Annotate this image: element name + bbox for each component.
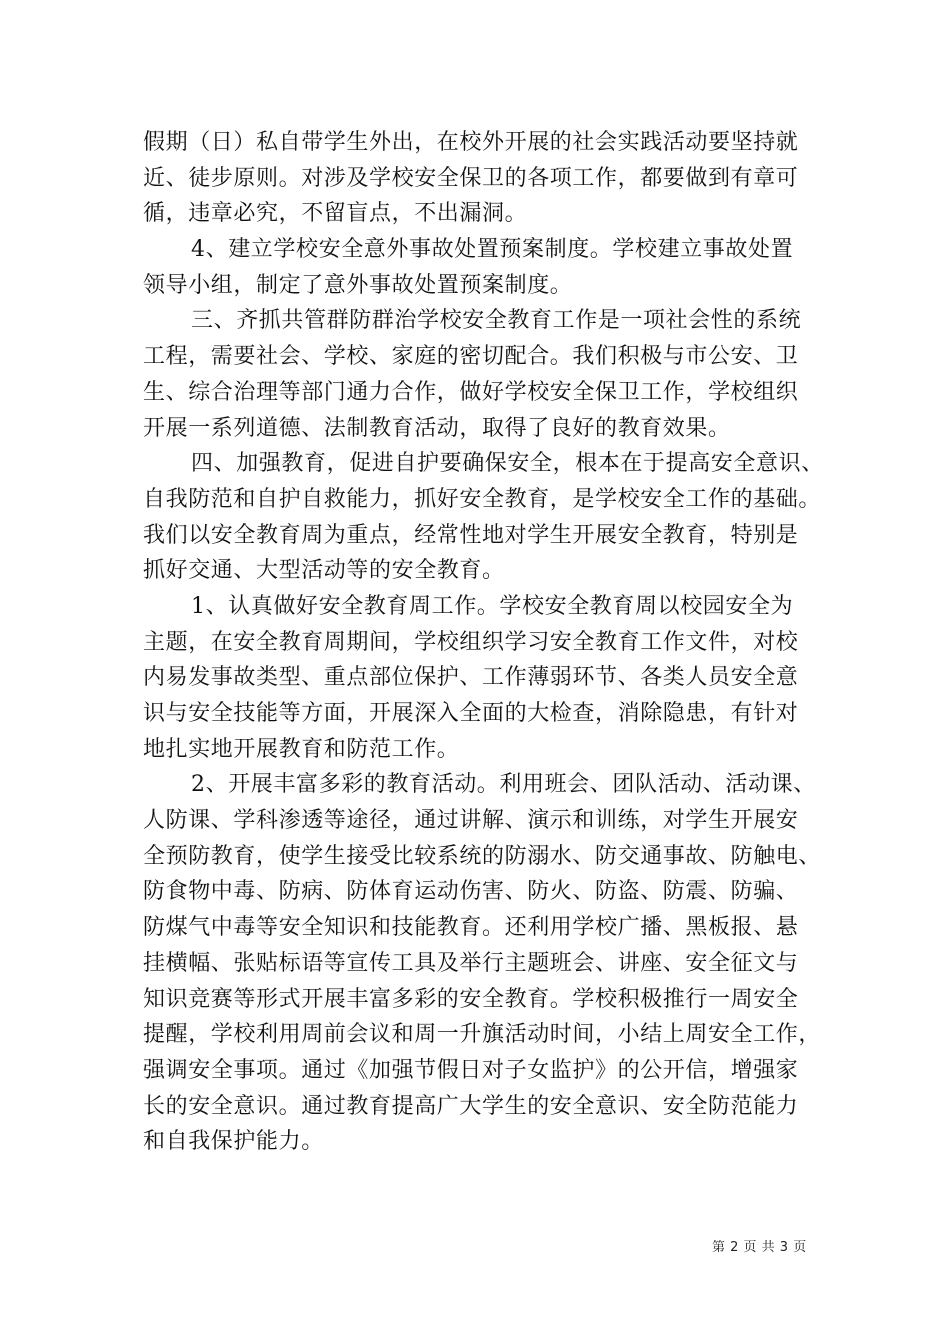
text-line: 长的安全意识。通过教育提高广大学生的安全意识、安全防范能力: [143, 1093, 799, 1119]
text-line: 领导小组，制定了意外事故处置预案制度。: [143, 272, 573, 298]
text-line: 识与安全技能等方面，开展深入全面的大检查，消除隐患，有针对: [143, 701, 799, 726]
text-line: 假期（日）私自带学生外出，在校外开展的社会实践活动要坚持就: [143, 130, 799, 155]
text-line: 提醒，学校利用周前会议和周一升旗活动时间，小结上周安全工作，: [143, 1022, 822, 1048]
document-body: [143, 125, 824, 1160]
text-line: 生、综合治理等部门通力合作，做好学校安全保卫工作，学校组织: [143, 379, 799, 405]
text-line: 开展一系列道德、法制教育活动，取得了良好的教育效果。: [143, 415, 731, 441]
text-line: 内易发事故类型、重点部位保护、工作薄弱环节、各类人员安全意: [143, 665, 799, 691]
text-line: 工程，需要社会、学校、家庭的密切配合。我们积极与市公安、卫: [143, 344, 799, 370]
text-line: 主题，在安全教育周期间，学校组织学习安全教育工作文件，对校: [143, 629, 799, 655]
text-line: 我们以安全教育周为重点，经常性地对学生开展安全教育，特别是: [143, 522, 799, 548]
text-line: 4、建立学校安全意外事故处置预案制度。学校建立事故处置: [191, 237, 794, 263]
text-line: 挂横幅、张贴标语等宣传工具及举行主题班会、讲座、安全征文与: [143, 950, 799, 976]
text-line: 2、开展丰富多彩的教育活动。利用班会、团队活动、活动课、: [191, 772, 816, 798]
text-line: 自我防范和自护自救能力，抓好安全教育，是学校安全工作的基础。: [143, 486, 822, 512]
text-line: 地扎实地开展教育和防范工作。: [143, 736, 460, 762]
text-line: 人防课、学科渗透等途径，通过讲解、演示和训练，对学生开展安: [143, 808, 799, 834]
text-line: 抓好交通、大型活动等的安全教育。: [143, 558, 505, 584]
text-line: 三、齐抓共管群防群治学校安全教育工作是一项社会性的系统: [191, 308, 802, 334]
text-line: 防食物中毒、防病、防体育运动伤害、防火、防盗、防震、防骗、: [143, 879, 799, 905]
text-line: 近、徒步原则。对涉及学校安全保卫的各项工作，都要做到有章可: [143, 165, 799, 191]
page-number-footer: 第 2 页 共 3 页: [712, 1240, 807, 1255]
text-line: 和自我保护能力。: [143, 1129, 324, 1155]
text-line: 四、加强教育，促进自护要确保安全，根本在于提高安全意识、: [191, 451, 824, 477]
text-line: 强调安全事项。通过《加强节假日对子女监护》的公开信，增强家: [143, 1057, 799, 1083]
text-line: 防煤气中毒等安全知识和技能教育。还利用学校广播、黑板报、悬: [143, 915, 799, 941]
text-line: 1、认真做好安全教育周工作。学校安全教育周以校园安全为: [191, 593, 794, 619]
text-line: 知识竞赛等形式开展丰富多彩的安全教育。学校积极推行一周安全: [143, 986, 799, 1012]
text-line: 全预防教育，使学生接受比较系统的防溺水、防交通事故、防触电、: [143, 843, 822, 869]
text-line: 循，违章必究，不留盲点，不出漏洞。: [143, 201, 528, 227]
